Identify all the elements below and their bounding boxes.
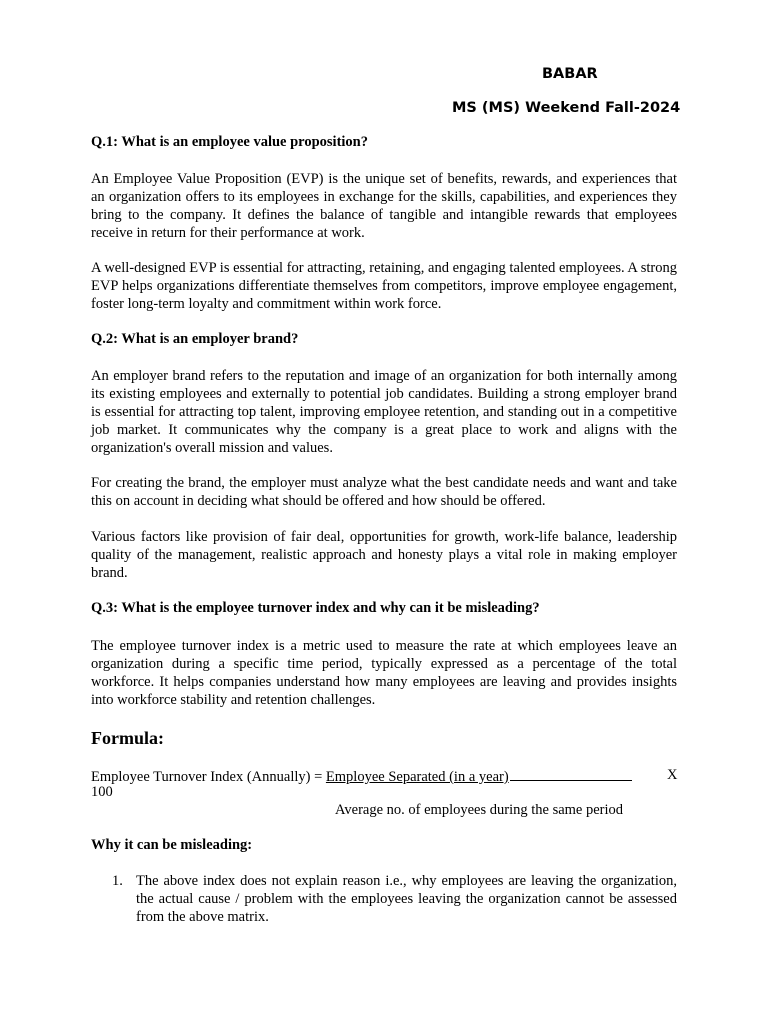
formula-multiply: X [667, 767, 678, 783]
q2-paragraph-1: An employer brand refers to the reputation and image of an organization for both internally among its existing employees and externally to potential job candidates. Building a strong employer brand is essential for attracting top talent, improving employee retention, and standing out in a competitive job market. It communicates why the company is a great place to work and aligns with the organization's overall mission and values. [91, 368, 677, 456]
question-3: Q.3: What is the employee turnover index and why can it be misleading? [91, 600, 540, 616]
misleading-heading: Why it can be misleading: [91, 837, 253, 853]
list-item [112, 872, 677, 926]
formula-fraction-line [510, 766, 632, 781]
q2-paragraph-3: Various factors like provision of fair deal, opportunities for growth, work-life balance, leadership quality of the management, realistic approach and honesty plays a vital role in making employer brand. [91, 529, 677, 581]
list-item-number: 1. [112, 873, 123, 889]
formula-factor: 100 [91, 784, 113, 800]
question-1: Q.1: What is an employee value proposition? [91, 134, 369, 150]
q1-paragraph-2: A well-designed EVP is essential for attracting, retaining, and engaging talented employees. A strong EVP helps organizations differentiate themselves from competitors, improve employee engagement, foster long-term loyalty and commitment within work force. [91, 260, 677, 312]
program-title: MS (MS) Weekend Fall-2024 [452, 100, 681, 116]
formula-line [91, 766, 632, 786]
q2-paragraph-2: For creating the brand, the employer must analyze what the best candidate needs and want and take this on account in deciding what should be offered and how should be offered. [91, 475, 677, 509]
author-name: BABAR [542, 66, 598, 82]
list-item-text: The above index does not explain reason i.e., why employees are leaving the organization, the actual cause / problem with the employees leaving the organization cannot be assessed from the above matrix. [136, 873, 677, 925]
formula-denominator: Average no. of employees during the same period [335, 802, 624, 818]
q1-paragraph-1: An Employee Value Proposition (EVP) is the unique set of benefits, rewards, and experiences that an organization offers to its employees in exchange for the skills, capabilities, and experiences they bring to the company. It defines the balance of tangible and intangible rewards that employees receive in return for their performance at work. [91, 171, 677, 241]
formula-numerator: Employee Separated (in a year) [325, 769, 509, 785]
formula-lhs: Employee Turnover Index (Annually) = [91, 769, 326, 785]
question-2: Q.2: What is an employer brand? [91, 331, 299, 347]
q3-paragraph-1: The employee turnover index is a metric used to measure the rate at which employees leave an organization during a specific time period, typically expressed as a percentage of the total workforce. It helps companies understand how many employees are leaving and provides insights into workforce stability and retention challenges. [91, 638, 677, 708]
formula-heading: Formula: [91, 728, 164, 748]
